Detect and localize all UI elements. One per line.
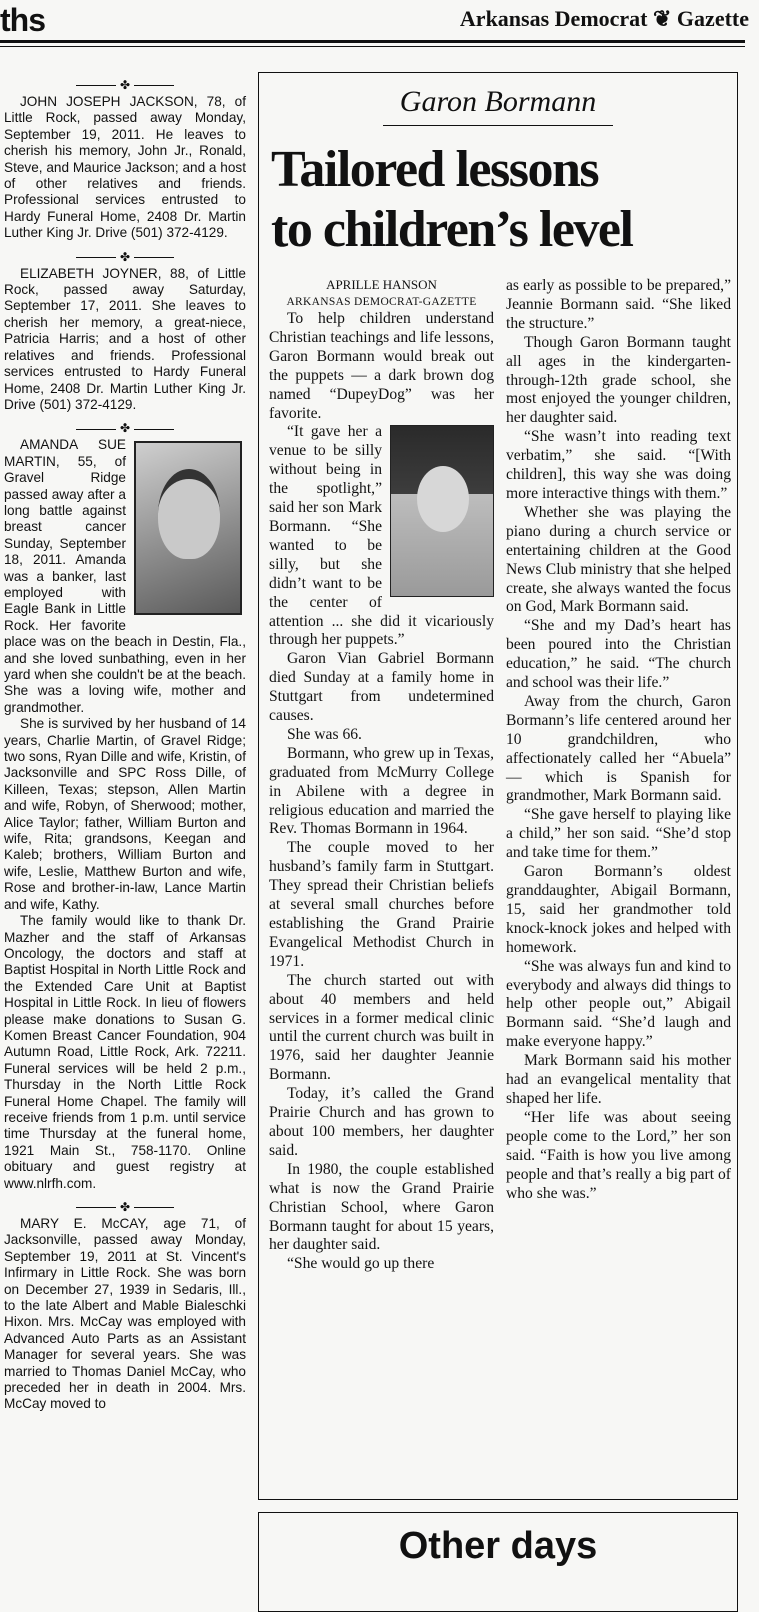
obituary-photo [134,441,242,615]
article-paragraph: Garon Vian Gabriel Bormann died Sunday at a family home in Stuttgart from undetermined causes. [269,650,494,725]
section-tag: ths [0,2,45,38]
obituary-text: , 55, of Gravel Ridge passed away after a long battle against breast cancer Sunday, September 18, 2011. Amanda was a banker, last employed with Eagle Bank in Little Rock. Her favorite place was on the beach in Destin, Fla., and she loved sunbathing, even in her yard when she couldn't be at the beach. She was a loving wife, mother and grandmother. [4,453,246,715]
obituary-text: , age 71, of Jacksonville, passed away Monday, September 19, 2011 at St. Vincent's Infirmary in Little Rock. She was born on December 27, 1939 in Sedaris, Ill., to the late Albert and Mable Bialeschki Hixon. Mrs. McCay was employed with Advanced Auto Parts as an Assistant Manager for several years. She was married to Thomas Daniel McCay, who preceded her in death in 2004. Mrs. McCay moved to [4,1216,246,1412]
article-paragraph: “She wasn’t into reading text verbatim,” she said. “[With children], this way she was doing more interactive things with them.” [506,428,731,502]
article-paragraph: “She would go up there [287,1255,435,1273]
other-days-title: Other days [398,1525,598,1567]
header-rule [0,40,745,43]
article-paragraph: She was 66. [287,725,362,743]
obituary-name: ELIZABETH JOYNER [20,265,158,281]
article-paragraph: Whether she was playing the piano during a church service or entertaining children at the Good News Club ministry that she helped create, she always wanted the focus on God, Mark Bormann said. [506,503,731,616]
article-paragraph: The couple moved to her husband’s family farm in Stuttgart. They spread their Christian beliefs at several small churches before establishing the Grand Prairie Evangelical Methodist Church in 1971. [269,839,494,970]
obituary [4,94,246,242]
article-paragraph: “She and my Dad’s heart has been poured into the Christian education,” he said. “The church and school was their life.” [506,617,731,692]
article-paragraph: “It gave her a venue to be silly without being in the spotlight,” said her son Mark Bormann. “She wanted to be silly, but she didn’t want to be the center of attention ... she did it vicariously through her puppets.” [269,423,494,649]
article-paragraph: In 1980, the couple established what is now the Grand Prairie Christian School, where Garon Bormann taught for about 15 years, her daughter said. [269,1160,494,1254]
ornament-divider: ✤ [4,76,246,94]
article-paragraph: Mark Bormann said his mother had an evangelical mentality that shaped her life. [506,1052,731,1107]
feature-article [258,72,738,1500]
headline [271,140,737,260]
other-days-box [258,1512,738,1612]
obituary [4,437,246,716]
ornament-divider: ✤ [4,248,246,266]
kicker-rule [383,125,613,126]
byline-org: ARKANSAS DEMOCRAT-GAZETTE [286,296,477,308]
obituary-name: AMANDA SUE MARTIN [4,437,126,469]
obituaries-column [4,70,246,1413]
article-paragraph: Today, it’s called the Grand Prairie Church and has grown to about 100 members, her daughter said. [269,1085,494,1159]
article-paragraph: Though Garon Bormann taught all ages in the kindergarten-through-12th grade school, she most enjoyed the younger children, her daughter said. [506,333,731,427]
headline-line: to children’s level [271,201,633,258]
article-column-2 [506,277,731,1274]
headline-line: Tailored lessons [271,141,599,198]
obituary-paragraph: She is survived by her husband of 14 years, Charlie Martin, of Gravel Ridge; two sons, Ryan Dille and wife, Kristin, of Jacksonville and SPC Ross Dille, of Killeen, Texas; stepson, Allen Martin and wife, Robyn, of Sherwood; mother, Alice Taylor; father, William Burton and wife, Rita; grandsons, Keegan and Kaleb; brothers, William Burton and wife, Leslie, Matthew Burton and wife, Rose and brother-in-law, Lance Martin and wife, Kathy. [4,716,246,912]
portrait-face [417,466,469,532]
kicker: Garon Bormann [399,85,597,118]
obituary [4,266,246,414]
article-column-1 [269,277,494,1274]
masthead: Arkansas Democrat ❦ Gazette [459,6,749,31]
obituary-name: JOHN JOSEPH JACKSON [20,94,194,109]
article-paragraph: The church started out with about 40 members and held services in a former medical clinic until the current church was built in 1976, said her daughter Jeannie Bormann. [269,971,494,1084]
obituary-text: , 78, of Little Rock, passed away Monday, September 19, 2011. He leaves to cherish his memory, John Jr., Ronald, Steve, and Maurice Jackson; and a host of other relatives and friends. Professional services entrusted to Hardy Funeral Home, 2408 Dr. Martin Luther King Jr. Drive (501) 372-4129. [4,94,246,241]
page-header [0,0,759,40]
article-paragraph: “She gave herself to playing like a child,” her son said. “She’d stop and take time for them.” [506,806,731,862]
header-rule-thin [0,46,745,47]
article-body [269,277,731,1274]
article-paragraph: Away from the church, Garon Bormann’s life centered around her 10 grandchildren, who affectionately called her “Abuela” — which is Spanish for grandmother, Mark Bormann said. [506,692,731,805]
ornament-divider: ✤ [4,419,246,437]
article-paragraph: Garon Bormann’s oldest granddaughter, Abigail Bormann, 15, said her grandmother told knock-knock jokes and helped with homework. [506,863,731,956]
article-paragraph: Bormann, who grew up in Texas, graduated from McMurry College in Abilene with a degree in religious education and married the Rev. Thomas Bormann in 1964. [269,744,494,838]
obituary-name: MARY E. McCAY [20,1216,145,1231]
article-paragraph: “Her life was about seeing people come to the Lord,” her son said. “Faith is how you live among people and that’s really a big part of who she was.” [506,1108,731,1202]
obituary-paragraph: The family would like to thank Dr. Mazher and the staff of Arkansas Oncology, the doctors and staff at Baptist Hospital in North Little Rock and the Extended Care Unit at Baptist Hospital in Little Rock. In lieu of flowers please make donations to Susan G. Komen Breast Cancer Foundation, 904 Autumn Road, Little Rock, Ark. 72211. Funeral services will be held 2 p.m., Thursday in the North Little Rock Funeral Home Chapel. The family will receive friends from 1 p.m. until service time Thursday at the funeral home, 1921 Main St., 758-1170. Online obituary and guest registry at www.nlrfh.com. [4,913,246,1191]
obituary-text: , 88, of Little Rock, passed away Saturday, September 17, 2011. She leaves to cherish her memory, a great-niece, Patricia Harris; and a host of other relatives and friends. Professional services entrusted to Hardy Funeral Home, 2408 Dr. Martin Luther King Jr. Drive (501) 372-4129. [4,265,246,412]
byline [269,277,494,310]
article-paragraph: To help children understand Christian teachings and life lessons, Garon Bormann would break out the puppets — a dark brown dog named “DupeyDog” was her favorite. [269,310,494,422]
ornament-divider: ✤ [4,1198,246,1216]
portrait-face [158,469,220,559]
article-paragraph: as early as possible to be prepared,” Jeannie Bormann said. “She liked the structure.” [506,277,731,332]
article-paragraph: “She was always fun and kind to everybody and always did things to help other people out,” Abigail Bormann said. “She’d laugh and make everyone happy.” [506,957,731,1051]
article-photo [390,425,494,597]
obituary [4,1216,246,1413]
byline-name: APRILLE HANSON [326,277,437,292]
